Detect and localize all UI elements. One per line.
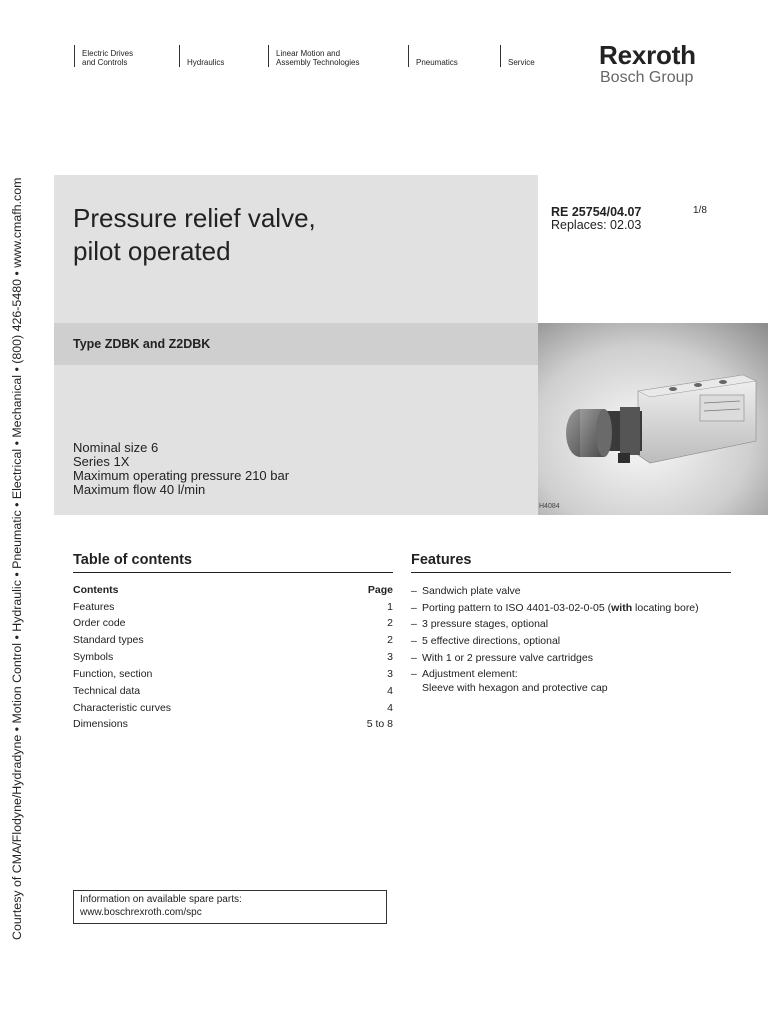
toc-row-label: Characteristic curves (73, 702, 172, 714)
feature-text: Adjustment element: (422, 668, 518, 680)
toc-row-page: 3 (387, 651, 393, 663)
feature-dash: – (411, 585, 417, 597)
feature-text-pre: Porting pattern to ISO 4401-03-02-0-05 ( (422, 602, 612, 614)
feature-item (411, 651, 593, 665)
spec-max-pressure: Maximum operating pressure 210 bar (73, 468, 290, 483)
nav-pneumatics-label: Pneumatics (416, 58, 458, 67)
toc-row-page: 4 (387, 685, 393, 697)
toc-row-page: 2 (387, 617, 393, 629)
toc-row-label: Features (73, 601, 115, 613)
toc-col-contents: Contents (73, 584, 119, 596)
type-label: Type ZDBK and Z2DBK (73, 337, 211, 351)
toc-row-page: 4 (387, 702, 393, 714)
valve-product-photo (538, 323, 768, 515)
feature-dash: – (411, 602, 417, 614)
feature-item (411, 667, 608, 695)
feature-text: 3 pressure stages, optional (422, 618, 549, 630)
feature-item (411, 617, 548, 631)
nav-electric-drives-line1: Electric Drives (82, 49, 134, 58)
toc-header-row (73, 584, 393, 600)
nav-electric-drives-line2: and Controls (82, 58, 128, 67)
document-title-line1: Pressure relief valve, (73, 203, 316, 233)
feature-text: With 1 or 2 pressure valve cartridges (422, 652, 593, 664)
toc-row-label: Dimensions (73, 718, 128, 730)
feature-text: Sandwich plate valve (422, 585, 521, 597)
toc-row-label: Symbols (73, 651, 114, 663)
toc-row[interactable] (73, 718, 393, 734)
nav-electric-drives[interactable] (74, 45, 133, 67)
toc-row[interactable] (73, 617, 393, 633)
nav-linear-motion[interactable] (268, 45, 359, 67)
document-title-line2: pilot operated (73, 236, 231, 266)
feature-dash: – (411, 652, 417, 664)
spec-series: Series 1X (73, 454, 130, 469)
toc-row-label: Standard types (73, 634, 144, 646)
nav-linear-motion-line1: Linear Motion and (276, 49, 341, 58)
page-number: 1/8 (693, 205, 707, 216)
toc-row[interactable] (73, 601, 393, 617)
spare-parts-box (73, 890, 387, 924)
feature-text-bold: with (611, 602, 633, 614)
toc-row-label: Technical data (73, 685, 141, 697)
nav-pneumatics[interactable] (408, 45, 458, 67)
toc-row[interactable] (73, 668, 393, 684)
feature-dash: – (411, 668, 417, 680)
toc-row[interactable] (73, 634, 393, 650)
spare-parts-info: Information on available spare parts: (80, 894, 242, 905)
nav-linear-motion-line2: Assembly Technologies (276, 58, 360, 67)
feature-text: 5 effective directions, optional (422, 635, 561, 647)
features-heading: Features (411, 552, 731, 573)
toc-row-page: 2 (387, 634, 393, 646)
nav-service-label: Service (508, 58, 535, 67)
feature-text-post: locating bore) (632, 602, 699, 614)
toc-row-label: Function, section (73, 668, 153, 680)
nav-hydraulics[interactable] (179, 45, 224, 67)
photo-label: H4084 (539, 503, 560, 510)
toc-row-label: Order code (73, 617, 126, 629)
spec-max-flow: Maximum flow 40 l/min (73, 482, 206, 497)
spare-parts-link[interactable]: www.boschrexroth.com/spc (80, 907, 202, 918)
spec-list (73, 441, 289, 497)
document-title (73, 202, 316, 268)
replaces-note: Replaces: 02.03 (551, 218, 642, 232)
spec-nominal-size: Nominal size 6 (73, 440, 159, 455)
toc-row-page: 5 to 8 (366, 718, 393, 730)
feature-item (411, 634, 560, 648)
toc-row-page: 3 (387, 668, 393, 680)
toc-row[interactable] (73, 702, 393, 718)
nav-hydraulics-label: Hydraulics (187, 58, 225, 67)
toc-row[interactable] (73, 651, 393, 667)
toc-heading: Table of contents (73, 552, 393, 573)
rexroth-logo: Rexroth (599, 40, 696, 70)
feature-item (411, 584, 521, 598)
toc-row-page: 1 (387, 601, 393, 613)
document-number: RE 25754/04.07 (551, 205, 642, 219)
toc-col-page: Page (367, 584, 393, 596)
feature-dash: – (411, 635, 417, 647)
nav-service[interactable] (500, 45, 535, 67)
bosch-group-logo: Bosch Group (600, 69, 694, 86)
toc-row[interactable] (73, 685, 393, 701)
feature-text-continued: Sleeve with hexagon and protective cap (422, 682, 608, 694)
feature-item (411, 601, 699, 615)
feature-dash: – (411, 618, 417, 630)
courtesy-vertical-text: Courtesy of CMA/Flodyne/Hydradyne • Motion Control • Hydraulic • Pneumatic • Electrical • Mechanical • (800) 426-5480 • www.cmafh.com (10, 177, 24, 940)
